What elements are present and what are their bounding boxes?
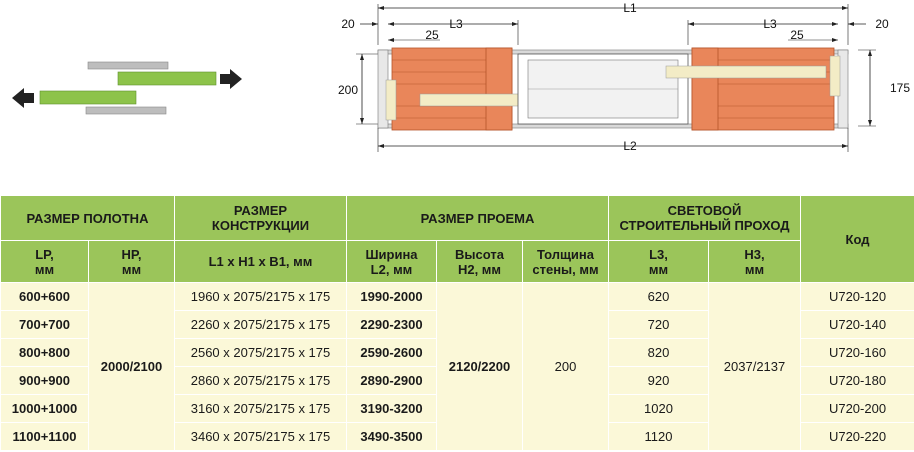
dim-175-label: 175 bbox=[889, 81, 911, 95]
cell-lp: 700+700 bbox=[1, 311, 89, 339]
cell-lp: 600+600 bbox=[1, 283, 89, 311]
dim-20-left-label: 20 bbox=[341, 17, 355, 31]
cell-lp: 800+800 bbox=[1, 339, 89, 367]
cell-dims: 3460 x 2075/2175 x 175 bbox=[175, 423, 347, 451]
cell-l3: 720 bbox=[609, 311, 709, 339]
door-panel-right bbox=[692, 48, 834, 130]
cell-width: 3490-3500 bbox=[347, 423, 437, 451]
header-opening-size: РАЗМЕР ПРОЕМА bbox=[347, 196, 609, 241]
cell-height: 2120/2200 bbox=[437, 283, 523, 451]
cell-lp: 900+900 bbox=[1, 367, 89, 395]
header-code: Код bbox=[801, 196, 914, 283]
cell-h3: 2037/2137 bbox=[709, 283, 801, 451]
spec-table bbox=[0, 195, 914, 451]
sliding-scheme-diagram bbox=[0, 0, 260, 190]
cell-width: 2590-2600 bbox=[347, 339, 437, 367]
arrow-right-icon bbox=[220, 69, 242, 89]
cell-dims: 1960 x 2075/2175 x 175 bbox=[175, 283, 347, 311]
cell-l3: 820 bbox=[609, 339, 709, 367]
cell-dims: 3160 x 2075/2175 x 175 bbox=[175, 395, 347, 423]
cell-l3: 620 bbox=[609, 283, 709, 311]
cell-dims: 2260 x 2075/2175 x 175 bbox=[175, 311, 347, 339]
cell-lp: 1100+1100 bbox=[1, 423, 89, 451]
cell-code: U720-180 bbox=[801, 367, 914, 395]
dim-l3-right-label: L3 bbox=[763, 17, 777, 31]
subheader-width: Ширина L2, мм bbox=[347, 241, 437, 283]
green-panel-top bbox=[118, 72, 216, 85]
cell-thickness: 200 bbox=[523, 283, 609, 451]
dim-25-right-label: 25 bbox=[790, 28, 804, 42]
cell-code: U720-160 bbox=[801, 339, 914, 367]
dim-l1-label: L1 bbox=[623, 1, 637, 15]
cell-width: 3190-3200 bbox=[347, 395, 437, 423]
header-construction-size: РАЗМЕР КОНСТРУКЦИИ bbox=[175, 196, 347, 241]
cell-l3: 1120 bbox=[609, 423, 709, 451]
dim-25-left-label: 25 bbox=[425, 28, 439, 42]
cell-lp: 1000+1000 bbox=[1, 395, 89, 423]
subheader-hp: HP, мм bbox=[89, 241, 175, 283]
subheader-dims: L1 x H1 x B1, мм bbox=[175, 241, 347, 283]
cell-width: 2290-2300 bbox=[347, 311, 437, 339]
dim-20-right-label: 20 bbox=[875, 17, 889, 31]
dim-l3-left-label: L3 bbox=[449, 17, 463, 31]
dim-l2-label: L2 bbox=[623, 139, 637, 153]
green-panel-bottom bbox=[40, 91, 136, 104]
cell-l3: 1020 bbox=[609, 395, 709, 423]
grey-panel-bottom bbox=[86, 107, 166, 114]
header-panel-size: РАЗМЕР ПОЛОТНА bbox=[1, 196, 175, 241]
arrow-left-icon bbox=[12, 88, 34, 108]
subheader-lp: LP, мм bbox=[1, 241, 89, 283]
cell-dims: 2860 x 2075/2175 x 175 bbox=[175, 367, 347, 395]
table-row bbox=[1, 283, 914, 311]
cell-code: U720-120 bbox=[801, 283, 914, 311]
cell-width: 1990-2000 bbox=[347, 283, 437, 311]
cell-width: 2890-2900 bbox=[347, 367, 437, 395]
door-panel-left bbox=[392, 48, 512, 130]
subheader-l3: L3, мм bbox=[609, 241, 709, 283]
grey-panel-top bbox=[88, 62, 168, 69]
cell-code: U720-200 bbox=[801, 395, 914, 423]
cell-l3: 920 bbox=[609, 367, 709, 395]
header-light-opening: СВЕТОВОЙ СТРОИТЕЛЬНЫЙ ПРОХОД bbox=[609, 196, 801, 241]
cell-code: U720-140 bbox=[801, 311, 914, 339]
subheader-height: Высота H2, мм bbox=[437, 241, 523, 283]
cell-code: U720-220 bbox=[801, 423, 914, 451]
cell-dims: 2560 x 2075/2175 x 175 bbox=[175, 339, 347, 367]
subheader-h3: H3, мм bbox=[709, 241, 801, 283]
dim-200-label: 200 bbox=[337, 83, 359, 97]
technical-drawing bbox=[300, 0, 914, 190]
cell-hp: 2000/2100 bbox=[89, 283, 175, 451]
subheader-thickness: Толщина стены, мм bbox=[523, 241, 609, 283]
